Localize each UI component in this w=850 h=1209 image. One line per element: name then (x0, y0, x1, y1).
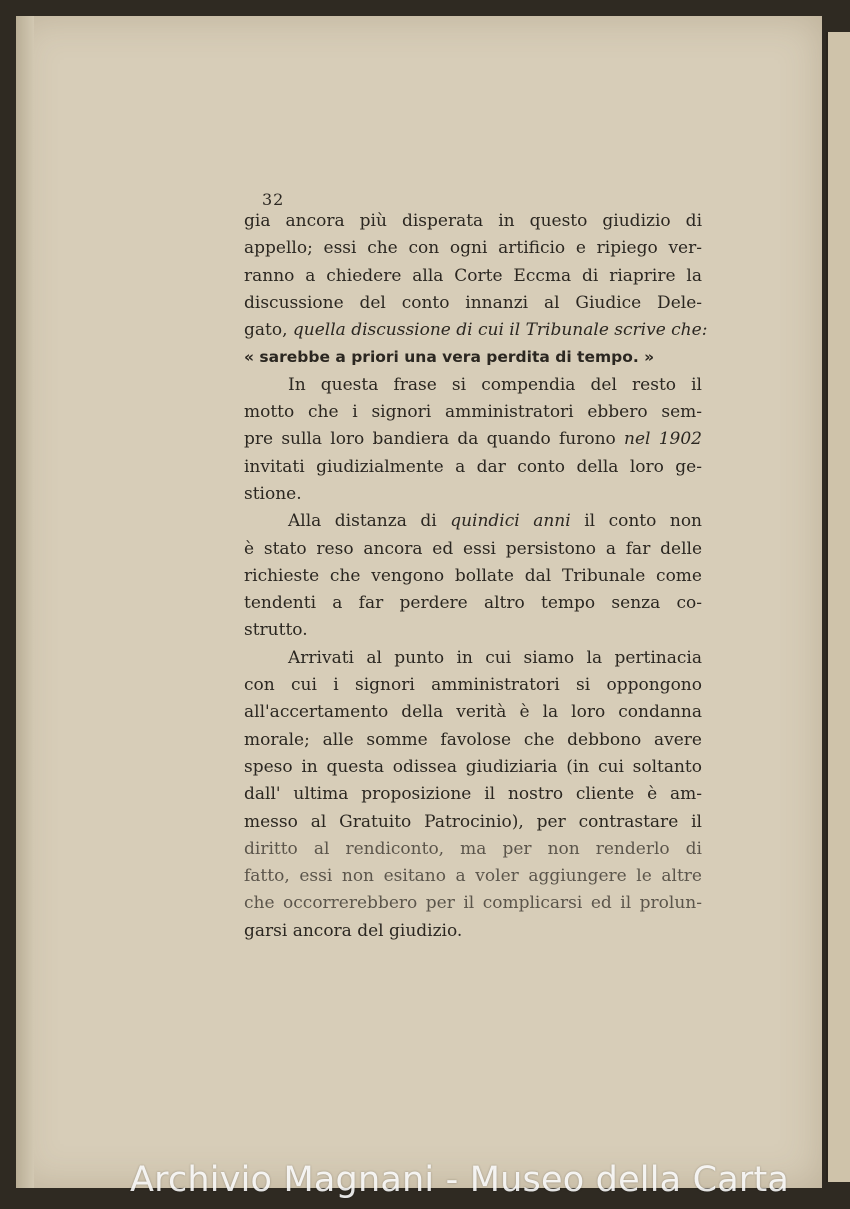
text-line (244, 426, 702, 453)
text-line: richieste che vengono bollate dal Tribunale come (244, 565, 702, 586)
paragraph-1 (244, 208, 708, 372)
text-line: diritto al rendiconto, ma per non renderlo di (244, 838, 702, 859)
text-segment: Alla distanza di (288, 511, 451, 532)
text-line: con cui i signori amministratori si oppongono (244, 675, 702, 696)
archive-watermark: Archivio Magnani - Museo della Carta (130, 1160, 790, 1200)
text-line: discussione del conto innanzi al Giudice Dele- (244, 292, 702, 313)
bold-quote-line: « sarebbe a priori una vera perdita di tempo. » (244, 348, 655, 367)
paragraph-4 (244, 645, 702, 945)
text-line: dall' ultima proposizione il nostro cliente è am- (244, 784, 702, 805)
text-line: In questa frase si compendia del resto il (288, 374, 702, 395)
body-text (244, 208, 708, 945)
italic-span: quindici anni (450, 511, 571, 532)
text-segment: il conto non (570, 511, 702, 532)
text-segment: gato, (244, 320, 293, 341)
text-line: è stato reso ancora ed essi persistono a far delle (244, 538, 702, 559)
text-line: Arrivati al punto in cui siamo la pertinacia (288, 647, 702, 668)
text-line: appello; essi che con ogni artificio e ripiego ver- (244, 238, 702, 259)
text-line: invitati giudizialmente a dar conto della loro ge- (244, 456, 702, 477)
text-line: messo al Gratuito Patrocinio), per contrastare il (244, 811, 702, 832)
text-line: fatto, essi non esitano a voler aggiungere le altre (244, 866, 702, 887)
text-line: ranno a chiedere alla Corte Eccma di riaprire la (244, 265, 702, 286)
italic-year: nel 1902 (624, 429, 702, 450)
page-gutter-edge (16, 16, 34, 1188)
text-line: garsi ancora del giudizio. (244, 920, 463, 941)
text-line: che occorrerebbero per il complicarsi ed il prolun- (244, 893, 702, 914)
adjacent-page-edge (826, 32, 850, 1182)
text-line (244, 508, 702, 535)
paragraph-2 (244, 372, 702, 508)
italic-quote-intro: quella discussione di cui il Tribunale scrive che: (292, 320, 708, 341)
text-line: all'accertamento della verità è la loro condanna (244, 702, 702, 723)
text-line: strutto. (244, 620, 308, 641)
page-number: 32 (262, 190, 285, 209)
text-line: stione. (244, 483, 302, 504)
text-line (244, 317, 708, 344)
text-segment: pre sulla loro bandiera da quando furono (244, 429, 625, 450)
text-line: gia ancora più disperata in questo giudizio di (244, 211, 702, 231)
text-line: morale; alle somme favolose che debbono avere (244, 729, 702, 750)
text-line: tendenti a far perdere altro tempo senza co- (244, 593, 702, 614)
text-line: motto che i signori amministratori ebbero sem- (244, 402, 702, 423)
text-line: speso in questa odissea giudiziaria (in cui soltanto (244, 756, 702, 777)
paragraph-3 (244, 508, 702, 644)
